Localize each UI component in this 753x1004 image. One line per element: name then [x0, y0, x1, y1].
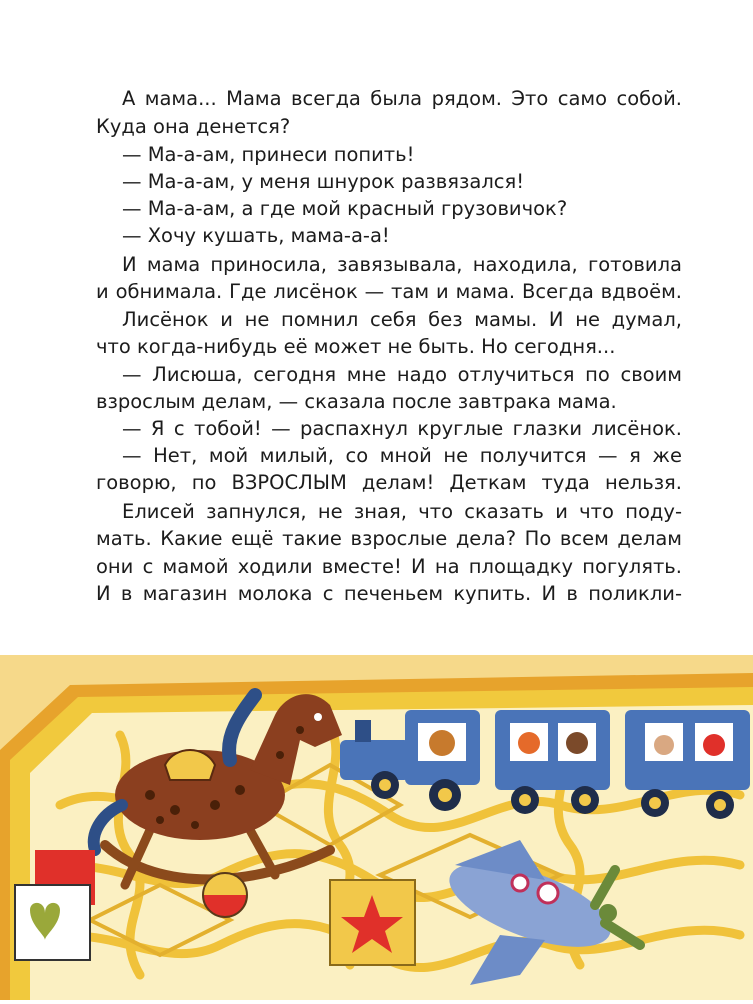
text-line: — Я с тобой! — распахнул круглые глазки лисёнок. — [122, 417, 682, 440]
text-line: взрослым делам, — сказала после завтрака мама. — [96, 390, 617, 413]
text-line: — Ма-а-ам, у меня шнурок развязался! — [122, 170, 525, 193]
ball-icon — [203, 873, 247, 917]
text-line: — Лисюша, сегодня мне надо отлучиться по своим — [122, 363, 682, 386]
text-line: что когда-нибудь её может не быть. Но сегодня... — [96, 335, 616, 358]
text-line: — Ма-а-ам, принеси попить! — [122, 143, 415, 166]
text-line: и обнимала. Где лисёнок — там и мама. Всегда вдвоём. — [96, 280, 682, 303]
text-line: Куда она денется? — [96, 115, 291, 138]
text-line: — Хочу кушать, мама-а-а! — [122, 224, 390, 247]
text-line: — Нет, мой милый, со мной не получится — я же — [122, 444, 682, 467]
text-line: А мама... Мама всегда была рядом. Это само собой. — [122, 87, 682, 110]
text-line: они с мамой ходили вместе! И на площадку погулять. — [96, 555, 682, 578]
text-line: мать. Какие ещё такие взрослые дела? По всем делам — [96, 527, 682, 550]
text-line: говорю, по ВЗРОСЛЫМ делам! Деткам туда нельзя. — [96, 471, 682, 494]
text-line: Лисёнок и не помнил себя без мамы. И не думал, — [122, 308, 682, 331]
text-line: И мама приносила, завязывала, находила, готовила — [122, 253, 682, 276]
text-line: — Ма-а-ам, а где мой красный грузовичок? — [122, 197, 568, 220]
text-line: И в магазин молока с печеньем купить. И в поликли- — [96, 582, 682, 605]
text-line: Елисей запнулся, не зная, что сказать и что поду- — [122, 500, 682, 523]
toys-illustration — [0, 655, 753, 1000]
